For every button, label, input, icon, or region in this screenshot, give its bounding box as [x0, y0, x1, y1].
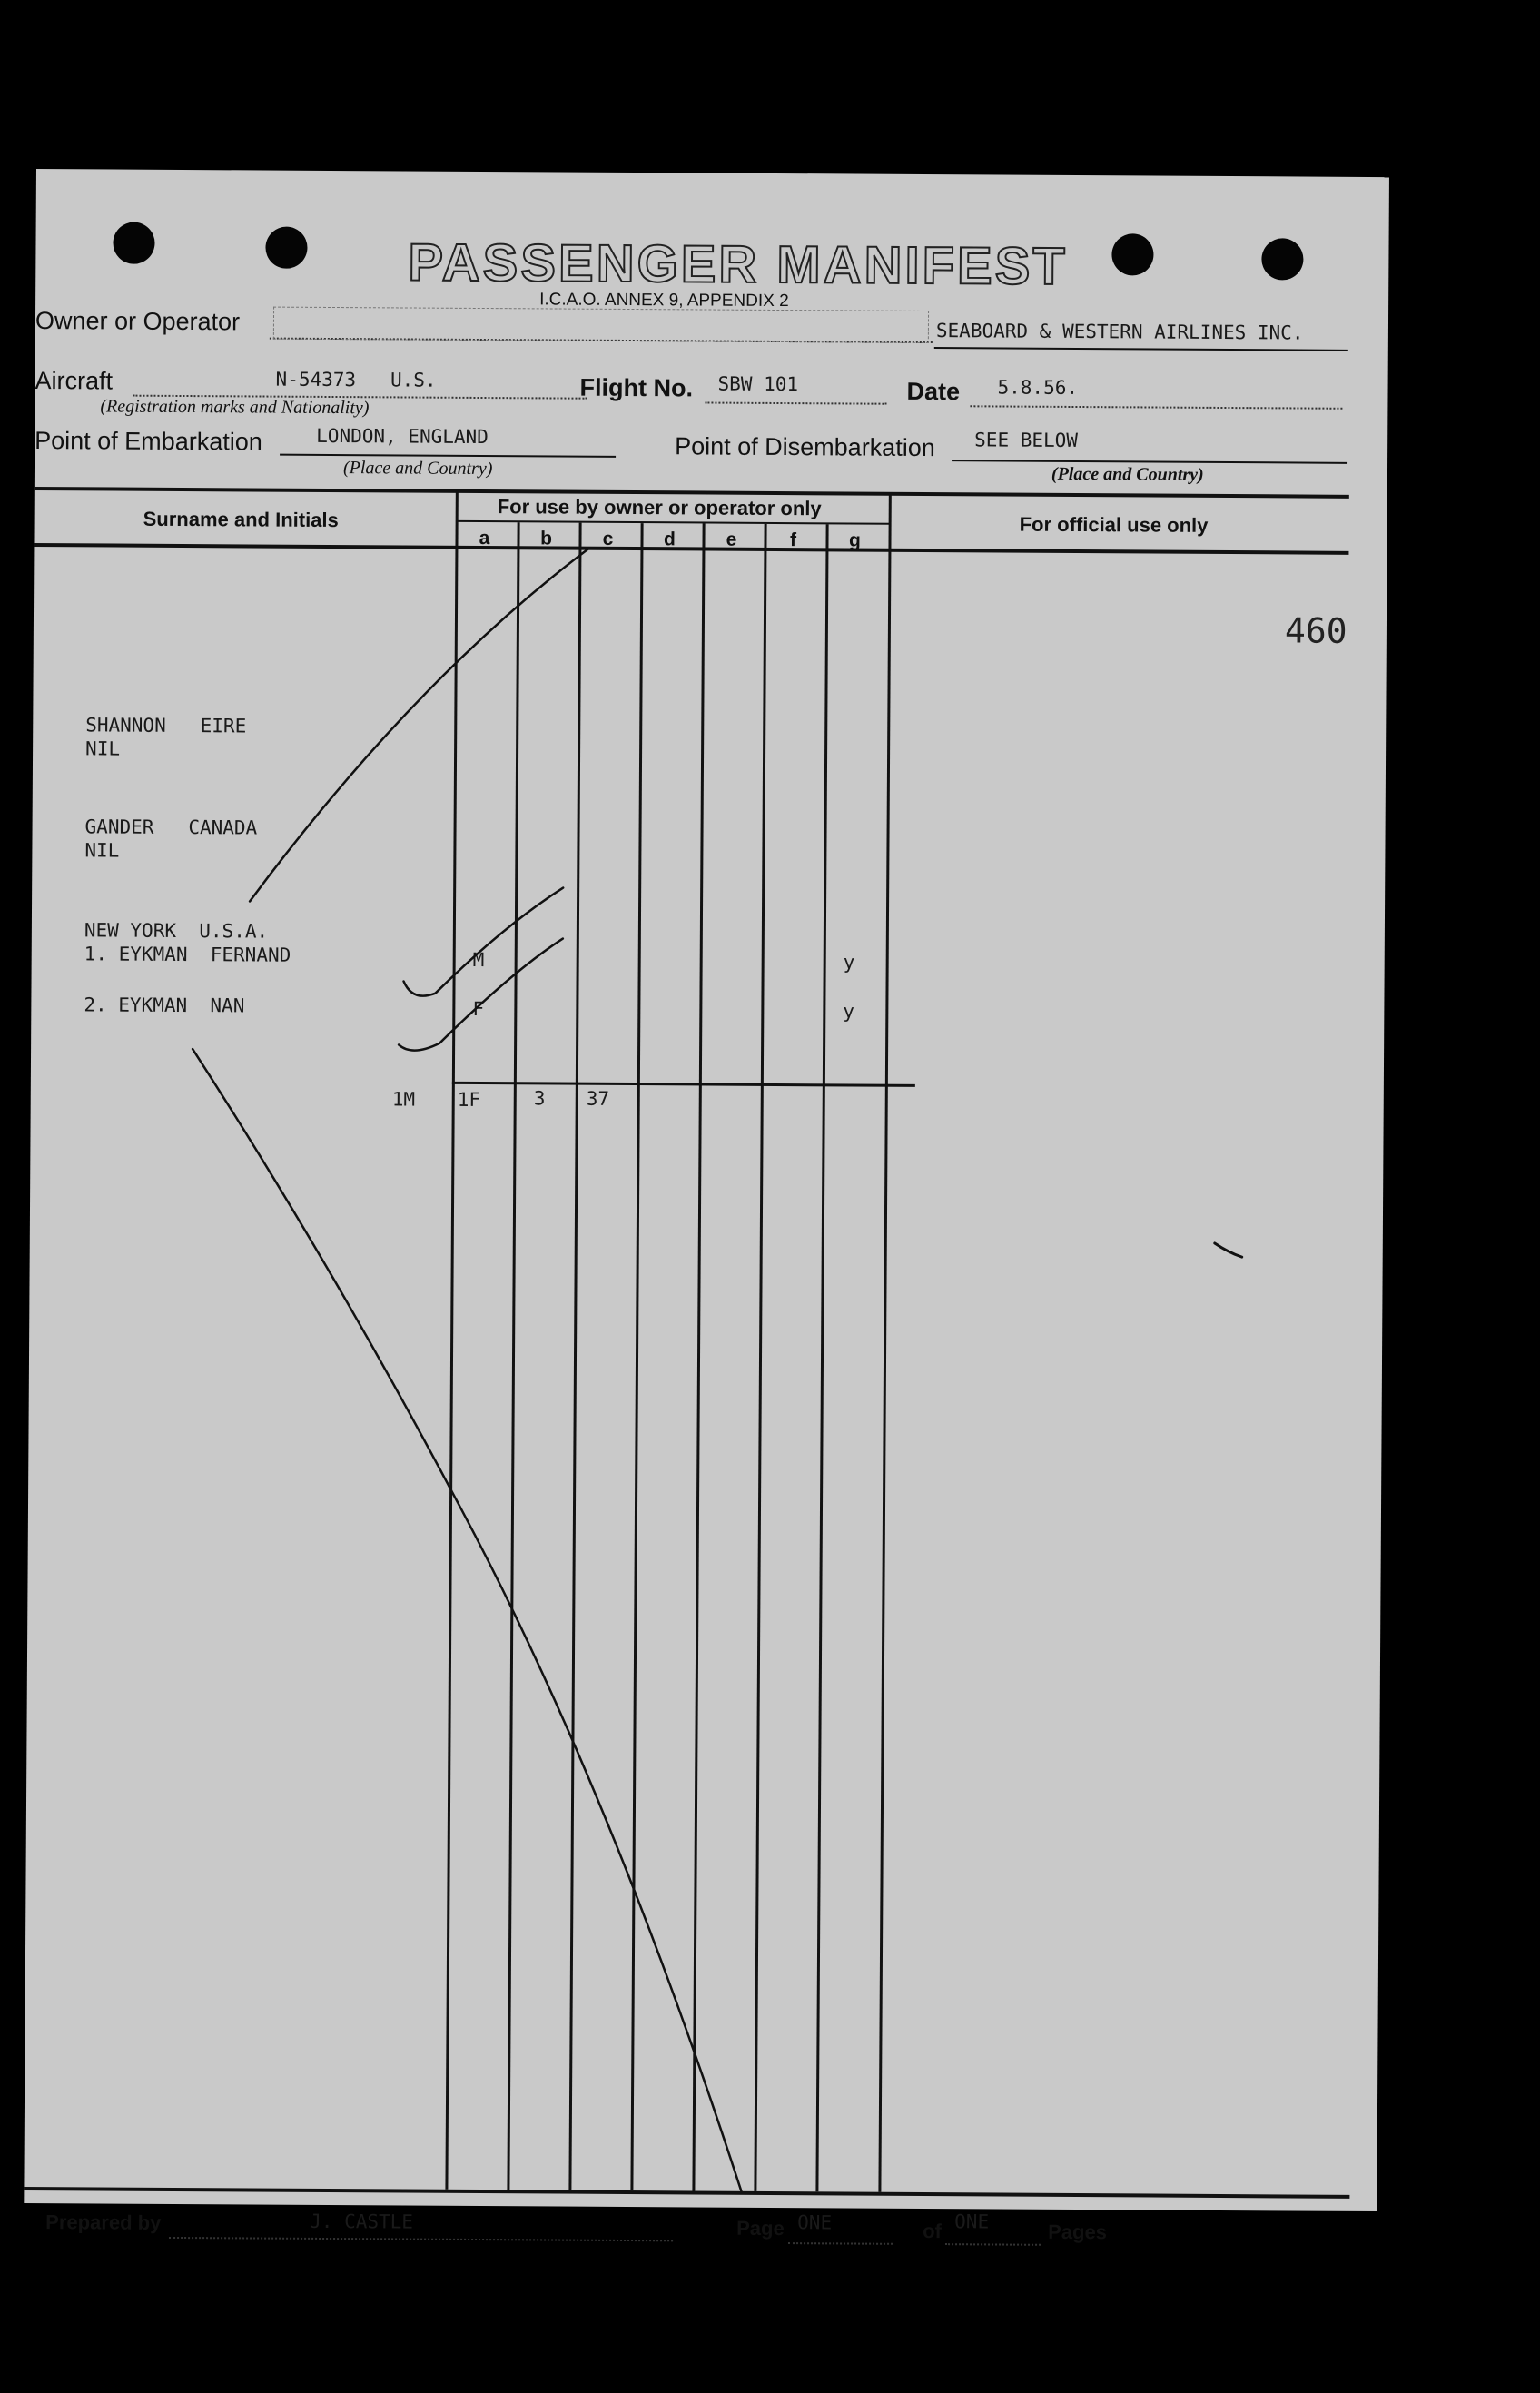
gander-nil: NIL [84, 839, 120, 862]
passenger-2-col-g: y [843, 1000, 855, 1023]
aircraft-value: N-54373 U.S. [275, 368, 437, 391]
manifest-sheet [24, 169, 1389, 2244]
cancel-strike-line [185, 1049, 748, 2191]
stray-mark [1215, 1243, 1242, 1257]
form-title: PASSENGER MANIFEST [408, 232, 1069, 296]
date-value: 5.8.56. [997, 376, 1079, 400]
page-value: ONE [797, 2211, 833, 2234]
total-females: 1F [457, 1088, 481, 1112]
official-stamp-number: 460 [1284, 610, 1348, 651]
column-e-header: e [726, 529, 737, 550]
passenger-2-name: 2. EYKMAN NAN [84, 994, 245, 1017]
column-g-header: g [849, 529, 861, 551]
prepared-by-label: Prepared by [45, 2210, 162, 2234]
embarkation-label: Point of Embarkation [35, 426, 262, 456]
aircraft-label: Aircraft [35, 366, 114, 395]
form-subtitle: I.C.A.O. ANNEX 9, APPENDIX 2 [539, 290, 789, 311]
long-tick-mark [250, 547, 587, 903]
column-d-header: d [664, 529, 676, 550]
column-b-header: b [540, 528, 553, 549]
owner-label: Owner or Operator [35, 306, 241, 336]
check-mark-passenger-2 [399, 937, 563, 1051]
owner-use-header: For use by owner or operator only [497, 495, 822, 520]
column-c-header: c [602, 528, 614, 549]
shannon-stop: SHANNON EIRE [85, 714, 247, 737]
embarkation-value: LONDON, ENGLAND [316, 424, 489, 449]
handwritten-marks [24, 169, 1389, 2211]
date-label: Date [906, 377, 961, 406]
disembarkation-caption: (Place and Country) [1051, 463, 1204, 485]
owner-value: SEABOARD & WESTERN AIRLINES INC. [935, 320, 1304, 344]
passenger-2-sex: F [472, 997, 485, 1021]
passenger-1-col-g: y [843, 951, 855, 974]
gander-stop: GANDER CANADA [84, 816, 258, 839]
check-mark-passenger-1 [403, 886, 563, 996]
shannon-nil: NIL [85, 737, 121, 760]
of-value: ONE [954, 2210, 990, 2233]
flight-label: Flight No. [579, 373, 694, 402]
flight-value: SBW 101 [717, 372, 799, 396]
total-col-b: 3 [533, 1087, 546, 1110]
column-f-header: f [789, 529, 797, 551]
disembarkation-value: SEE BELOW [974, 429, 1079, 452]
total-col-c: 37 [586, 1087, 610, 1110]
page-label: Page [736, 2216, 785, 2240]
official-header: For official use only [1019, 512, 1209, 537]
prepared-by-value: J. CASTLE [310, 2210, 414, 2233]
passenger-1-name: 1. EYKMAN FERNAND [84, 943, 291, 966]
page-dotted-line [788, 2242, 893, 2245]
of-dotted-line [945, 2243, 1041, 2246]
disembarkation-label: Point of Disembarkation [675, 432, 935, 462]
registration-caption: (Registration marks and Nationality) [100, 396, 370, 419]
total-males: 1M [391, 1088, 416, 1111]
surname-header: Surname and Initials [143, 507, 339, 532]
newyork-stop: NEW YORK U.S.A. [84, 919, 269, 943]
prepared-by-dotted-line [169, 2237, 673, 2241]
column-a-header: a [479, 527, 490, 549]
passenger-1-sex: M [472, 948, 485, 972]
embarkation-caption: (Place and Country) [342, 458, 493, 480]
of-label: of [923, 2220, 942, 2243]
pages-label: Pages [1048, 2220, 1108, 2244]
